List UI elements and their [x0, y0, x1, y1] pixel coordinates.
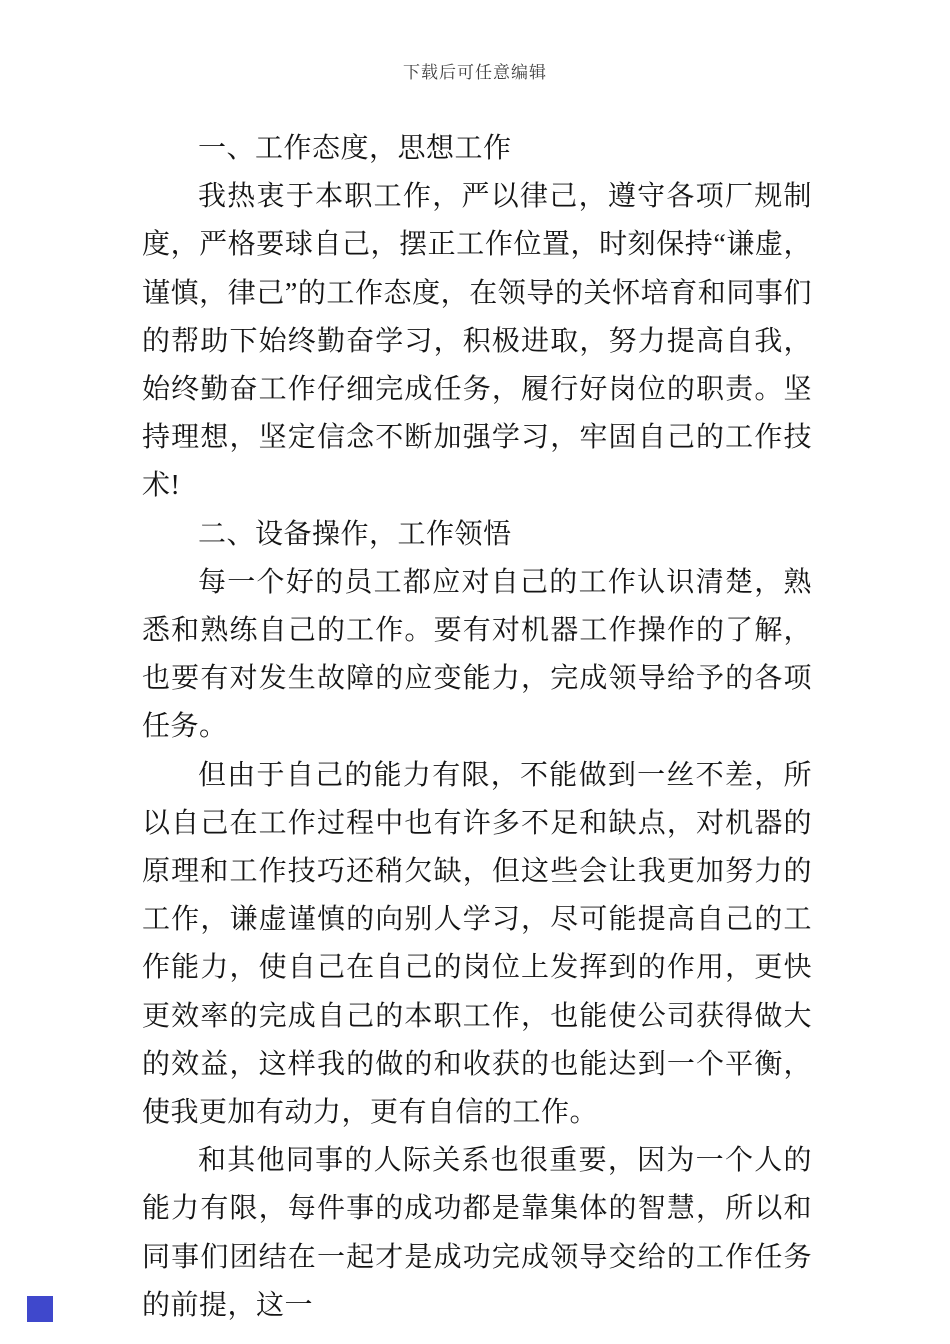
document-body: [142, 125, 812, 1330]
section-heading-2: 二、设备操作，工作领悟: [198, 518, 512, 550]
paragraph: 但由于自己的能力有限，不能做到一丝不差，所以自己在工作过程中也有许多不足和缺点，对机器的原理和工作技巧还稍欠缺，但这些会让我更加努力的工作，谦虚谨慎的向别人学习，尽可能提高自己的工作能力，使自己在自己的岗位上发挥到的作用，更快更效率的完成自己的本职工作，也能使公司获得做大的效益，这样我的做的和收获的也能达到一个平衡，使我更加有动力，更有自信的工作。: [142, 759, 812, 1129]
paragraph: 我热衷于本职工作，严以律己，遵守各项厂规制度，严格要球自己，摆正工作位置，时刻保持“谦虚，谨慎，律己”的工作态度，在领导的关怀培育和同事们的帮助下始终勤奋学习，积极进取，努力提高自我，始终勤奋工作仔细完成任务，履行好岗位的职责。坚持理想，坚定信念不断加强学习，牢固自己的工作技术!: [142, 181, 812, 502]
paragraph: 每一个好的员工都应对自己的工作认识清楚，熟悉和熟练自己的工作。要有对机器工作操作的了解，也要有对发生故障的应变能力，完成领导给予的各项任务。: [142, 566, 812, 743]
section-heading-1: 一、工作态度，思想工作: [198, 133, 512, 164]
paragraph: 和其他同事的人际关系也很重要，因为一个人的能力有限，每件事的成功都是靠集体的智慧，所以和同事们团结在一起才是成功完成领导交给的工作任务的前提，这一: [142, 1145, 812, 1321]
document-header-note: 下载后可任意编辑: [403, 63, 547, 82]
page-corner-marker: [27, 1296, 53, 1322]
